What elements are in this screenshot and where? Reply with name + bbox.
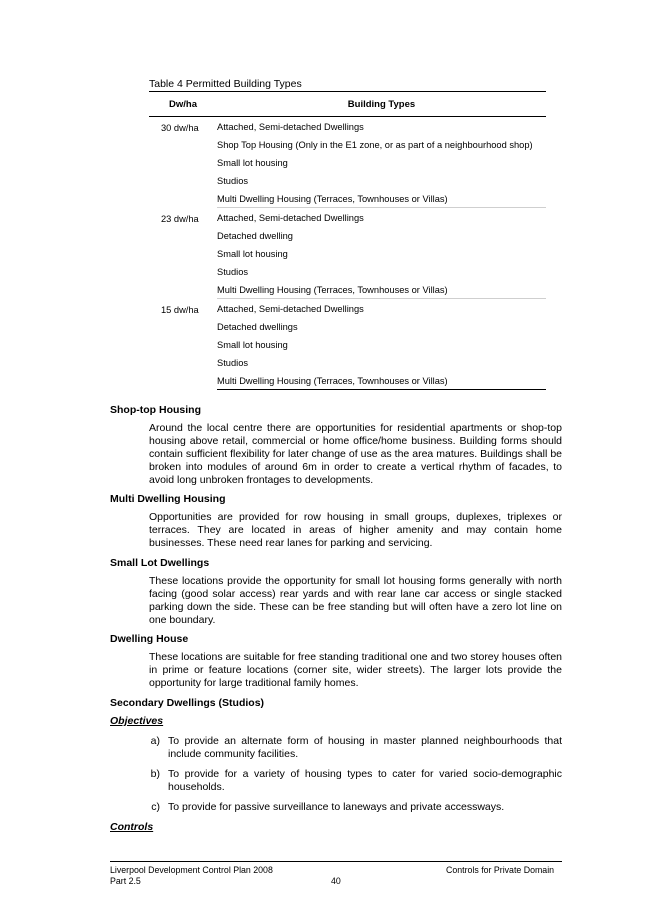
building-type-item: Detached dwellings: [217, 322, 298, 332]
list-item: [110, 768, 562, 794]
section-paragraph: These locations are suitable for free standing traditional one and two storey houses often in prime or feature locations (corner site, wider streets). The larger lots provide the opportunity for large traditional family homes.: [149, 651, 562, 689]
building-type-item: Shop Top Housing (Only in the E1 zone, or as part of a neighbourhood shop): [217, 140, 533, 150]
header-density: Dw/ha: [169, 98, 197, 110]
section-shop-top: [110, 404, 562, 487]
table-row-group: [149, 117, 546, 208]
table-row-group: [149, 208, 546, 299]
section-heading: Multi Dwelling Housing: [110, 493, 226, 505]
section-paragraph: These locations provide the opportunity for small lot housing forms generally with north facing (good solar access) rear yards and with rear lane car access or single stacked parking down the side. These can be free standing but will often have a zero lot line on one boundary.: [149, 575, 562, 626]
building-type-item: Attached, Semi-detached Dwellings: [217, 122, 364, 132]
list-item-text: To provide for a variety of housing types to cater for varied socio-demographic households.: [168, 768, 562, 793]
footer-section-title: Controls for Private Domain: [446, 865, 555, 875]
footer-rule: [110, 861, 562, 862]
section-heading: Dwelling House: [110, 633, 189, 645]
density-cell: 23 dw/ha: [161, 214, 199, 224]
list-item-text: To provide an alternate form of housing in master planned neighbourhoods that include community facilities.: [168, 735, 562, 760]
footer-part: Part 2.5: [110, 876, 141, 886]
table-header-row: [149, 92, 546, 117]
section-dwelling-house: [110, 633, 562, 690]
list-item-label: b): [150, 768, 160, 780]
density-cell: 30 dw/ha: [161, 123, 199, 133]
footer-page-number: 40: [331, 876, 341, 886]
section-paragraph: Around the local centre there are opportunities for residential apartments or shop-top housing above retail, commercial or home office/home business. Building forms should contain sufficient flexibility for later change of use as the area matures. Buildings shall be broken into modules of around 6m in order to create a vertical rhythm of facades, to avoid long unbroken frontages to developments.: [149, 422, 562, 486]
table-caption: Table 4 Permitted Building Types: [149, 78, 302, 90]
section-heading: Small Lot Dwellings: [110, 557, 210, 569]
building-type-item: Attached, Semi-detached Dwellings: [217, 213, 364, 223]
permitted-building-types-table: [149, 91, 546, 390]
list-item-label: c): [151, 801, 160, 813]
building-type-item: Small lot housing: [217, 340, 288, 350]
density-cell: 15 dw/ha: [161, 305, 199, 315]
section-multi-dwelling: [110, 493, 562, 550]
building-type-item: Small lot housing: [217, 158, 288, 168]
section-heading: Shop-top Housing: [110, 404, 201, 416]
building-type-item: Small lot housing: [217, 249, 288, 259]
building-type-item: Multi Dwelling Housing (Terraces, Townhouses or Villas): [217, 194, 448, 204]
building-type-item: Studios: [217, 176, 249, 186]
section-paragraph: Opportunities are provided for row housing in small groups, duplexes, triplexes or terraces. They are located in areas of higher amenity and may contain home businesses. These need rear lanes for parking and servicing.: [149, 511, 562, 549]
list-item-text: To provide for passive surveillance to laneways and private accessways.: [168, 801, 505, 813]
header-building-types: Building Types: [347, 98, 416, 110]
section-heading: Secondary Dwellings (Studios): [110, 697, 265, 709]
building-type-item: Studios: [217, 267, 249, 277]
list-item-label: a): [150, 735, 160, 747]
building-type-item: Attached, Semi-detached Dwellings: [217, 304, 364, 314]
objectives-list: [110, 735, 562, 814]
table-row-group: [149, 299, 546, 390]
building-type-item: Studios: [217, 358, 249, 368]
section-secondary-dwellings: [110, 697, 562, 833]
building-type-item: Multi Dwelling Housing (Terraces, Townhouses or Villas): [217, 285, 448, 295]
building-type-item: Detached dwelling: [217, 231, 293, 241]
footer-document-title: Liverpool Development Control Plan 2008: [110, 865, 273, 875]
building-type-item: Multi Dwelling Housing (Terraces, Townhouses or Villas): [217, 376, 448, 386]
list-item: [110, 735, 562, 761]
section-small-lot: [110, 557, 562, 627]
objectives-heading: Objectives: [110, 715, 164, 727]
list-item: [110, 801, 562, 814]
controls-heading: Controls: [110, 821, 154, 833]
